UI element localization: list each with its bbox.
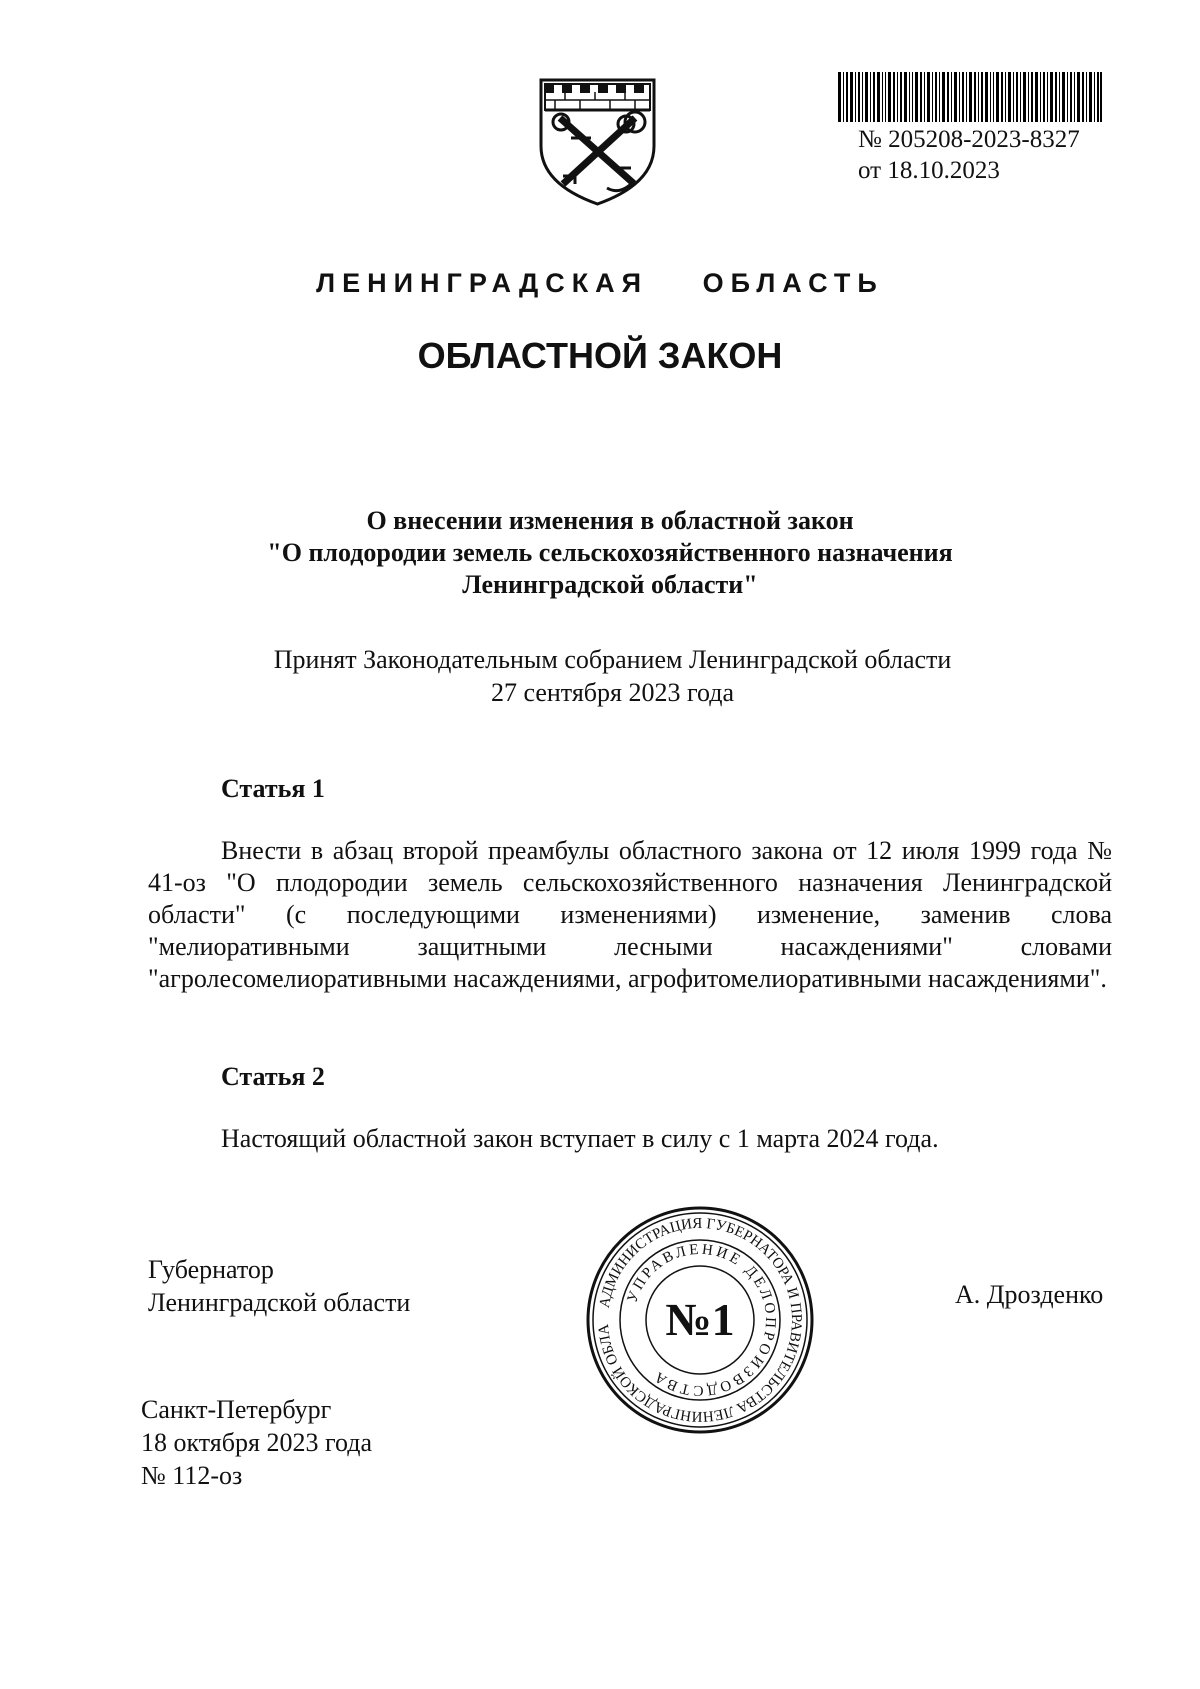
seal-number: №1 — [665, 1294, 735, 1345]
law-title-line-1: О внесении изменения в областной закон — [366, 506, 854, 535]
article-1-text: Внести в абзац второй преамбулы областного закона от 12 июля 1999 года № 41-оз "О плодородии земель сельскохозяйственного назначения Ленинградской области" (с последующими изменениями) изменение, заменив слова "мелиоративными защитными лесными насаждениями" словами "агролесомелиоративными насаждениями, агрофитомелиоративными насаждениями". — [148, 836, 1112, 993]
footer-date: 18 октября 2023 года — [141, 1428, 372, 1457]
law-title-line-2: "О плодородии земель сельскохозяйственного назначения — [267, 538, 953, 567]
signatory-position-line-2: Ленинградской области — [148, 1288, 411, 1317]
adoption-note-line-1: Принят Законодательным собранием Ленинградской области — [273, 645, 952, 674]
seal-outer-text: АДМИНИСТРАЦИЯ ГУБЕРНАТОРА И ПРАВИТЕЛЬСТВА ЛЕНИНГРАДСКОЙ ОБЛА — [596, 1215, 805, 1425]
registration-block — [858, 124, 1080, 186]
signatory-position — [148, 1253, 410, 1319]
signatory-position-line-1: Губернатор — [148, 1255, 274, 1284]
article-2-text: Настоящий областной закон вступает в силу с 1 марта 2024 года. — [221, 1124, 939, 1153]
footer-number: № 112-оз — [141, 1461, 243, 1490]
article-1-heading: Статья 1 — [221, 774, 325, 803]
adoption-note — [0, 643, 1200, 709]
region-heading: ЛЕНИНГРАДСКАЯ ОБЛАСТЬ — [316, 268, 884, 298]
footer-block — [141, 1393, 372, 1492]
registration-number: № 205208-2023-8327 — [858, 126, 1080, 153]
coat-of-arms-emblem — [535, 76, 660, 208]
law-title-line-3: Ленинградской области" — [462, 570, 758, 599]
registration-date: от 18.10.2023 — [858, 157, 1000, 184]
official-seal — [585, 1205, 815, 1435]
adoption-note-line-2: 27 сентября 2023 года — [490, 678, 734, 707]
barcode — [838, 72, 1102, 122]
document-type-heading: ОБЛАСТНОЙ ЗАКОН — [417, 335, 783, 376]
signatory-name: А. Дрозденко — [955, 1280, 1104, 1309]
seal-inner-text: УПРАВЛЕНИЕ ДЕЛОПРОИЗВОДСТВА — [624, 1241, 779, 1399]
article-2-heading: Статья 2 — [221, 1062, 325, 1091]
footer-city: Санкт-Петербург — [141, 1395, 332, 1424]
law-title — [0, 505, 1200, 601]
